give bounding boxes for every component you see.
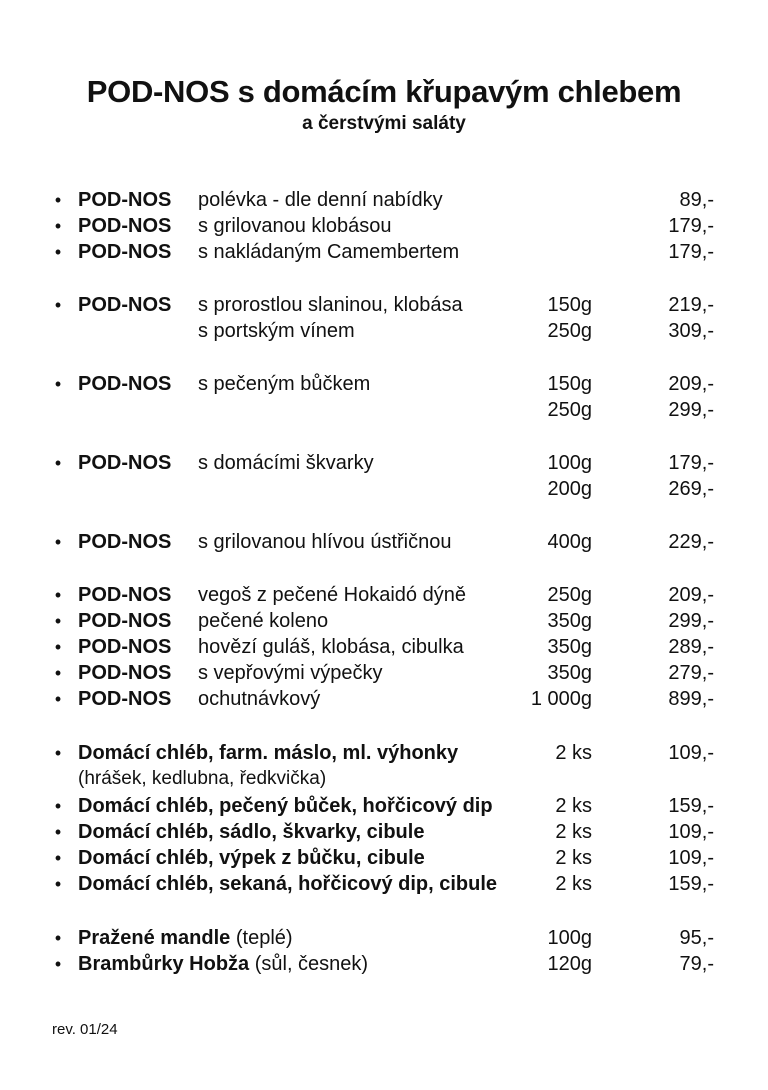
item-weight: 250g [547,584,592,606]
item-price: 899,- [668,688,714,710]
item-label: POD-NOS [78,241,172,263]
item-label: POD-NOS [78,584,172,606]
bullet: • [54,216,62,236]
bullet: • [54,637,62,657]
item-weight: 150g [547,294,592,316]
bullet: • [54,689,62,709]
page-title: POD-NOS s domácím křupavým chlebem [86,74,682,109]
item-description: pečené koleno [198,610,329,632]
item-description: hovězí guláš, klobása, cibulka [198,636,464,658]
snack-weight: 100g [547,927,592,949]
item-label: POD-NOS [78,452,172,474]
bullet: • [54,822,62,842]
bread-name: Domácí chléb, sádlo, škvarky, cibule [78,821,425,843]
menu-item [0,371,768,397]
item-weight: 250g [547,320,592,342]
revision-label: rev. 01/24 [52,1021,118,1038]
item-description: s pečeným bůčkem [198,373,371,395]
bread-price: 109,- [668,742,714,764]
item-price: 299,- [668,399,714,421]
bread-item [0,740,768,766]
bread-name: Domácí chléb, výpek z bůčku, cibule [78,847,425,869]
item-weight: 350g [547,636,592,658]
bread-price: 109,- [668,821,714,843]
item-weight: 400g [547,531,592,553]
item-weight: 350g [547,610,592,632]
bread-quantity: 2 ks [555,873,592,895]
menu-item-variant [0,476,768,502]
menu-item [0,239,768,265]
item-price: 279,- [668,662,714,684]
item-label: POD-NOS [78,662,172,684]
item-price: 309,- [668,320,714,342]
item-price: 209,- [668,373,714,395]
bread-name: Domácí chléb, sekaná, hořčicový dip, cibule [78,873,498,895]
snack-name: Brambůrky Hobža [78,953,250,975]
item-price: 289,- [668,636,714,658]
menu-item-variant [0,397,768,423]
item-description: s portským vínem [198,320,355,342]
bread-quantity: 2 ks [555,821,592,843]
bullet: • [54,928,62,948]
snack-extra: (teplé) [230,927,293,949]
menu-item-variant [0,318,768,344]
menu-item [0,660,768,686]
bread-item [0,793,768,819]
bullet: • [54,743,62,763]
item-description: ochutnávkový [198,688,321,710]
item-price: 209,- [668,584,714,606]
item-label: POD-NOS [78,189,172,211]
bread-item [0,845,768,871]
bullet: • [54,848,62,868]
item-description: s nakládaným Camembertem [198,241,460,263]
bullet: • [54,532,62,552]
menu-item [0,292,768,318]
item-price: 229,- [668,531,714,553]
bullet: • [54,190,62,210]
item-price: 299,- [668,610,714,632]
snack-item [0,951,768,977]
item-description: vegoš z pečené Hokaidó dýně [198,584,466,606]
page-subtitle: a čerstvými saláty [302,113,466,134]
item-description: polévka - dle denní nabídky [198,189,443,211]
bullet: • [54,453,62,473]
bread-note-row [0,766,768,792]
item-price: 89,- [679,189,714,211]
bullet: • [54,585,62,605]
menu-item [0,582,768,608]
item-weight: 250g [547,399,592,421]
bullet: • [54,663,62,683]
snack-weight: 120g [547,953,592,975]
snack-name: Pražené mandle [78,927,231,949]
item-description: s vepřovými výpečky [198,662,383,684]
item-weight: 200g [547,478,592,500]
snack-price: 95,- [679,927,714,949]
item-label: POD-NOS [78,610,172,632]
item-price: 179,- [668,241,714,263]
item-weight: 350g [547,662,592,684]
bullet: • [54,374,62,394]
item-label: POD-NOS [78,373,172,395]
bread-price: 159,- [668,873,714,895]
menu-item [0,450,768,476]
bread-item [0,819,768,845]
menu-item [0,213,768,239]
item-label: POD-NOS [78,688,172,710]
item-label: POD-NOS [78,531,172,553]
snack-text [78,951,368,977]
bread-name: Domácí chléb, farm. máslo, ml. výhonky [78,742,459,764]
bread-quantity: 2 ks [555,795,592,817]
item-label: POD-NOS [78,294,172,316]
bread-item [0,871,768,897]
bread-name: Domácí chléb, pečený bůček, hořčicový dip [78,795,493,817]
menu-item [0,187,768,213]
item-weight: 150g [547,373,592,395]
item-price: 179,- [668,215,714,237]
menu-item [0,634,768,660]
item-price: 219,- [668,294,714,316]
bullet: • [54,796,62,816]
item-label: POD-NOS [78,636,172,658]
item-description: s grilovanou hlívou ústřičnou [198,531,452,553]
item-description: s domácími škvarky [198,452,374,474]
item-price: 269,- [668,478,714,500]
bullet: • [54,295,62,315]
bullet: • [54,611,62,631]
snack-price: 79,- [679,953,714,975]
item-label: POD-NOS [78,215,172,237]
item-description: s prorostlou slaninou, klobása [198,294,463,316]
bread-price: 109,- [668,847,714,869]
bullet: • [54,954,62,974]
menu-item [0,686,768,712]
menu-item [0,529,768,555]
menu-item [0,608,768,634]
bullet: • [54,874,62,894]
snack-item [0,925,768,951]
snack-text [78,925,293,951]
item-price: 179,- [668,452,714,474]
bullet: • [54,242,62,262]
bread-price: 159,- [668,795,714,817]
bread-quantity: 2 ks [555,742,592,764]
item-weight: 100g [547,452,592,474]
bread-quantity: 2 ks [555,847,592,869]
item-weight: 1 000g [530,688,592,710]
snack-extra: (sůl, česnek) [249,953,369,975]
item-description: s grilovanou klobásou [198,215,392,237]
bread-note: (hrášek, kedlubna, ředkvička) [78,768,327,789]
